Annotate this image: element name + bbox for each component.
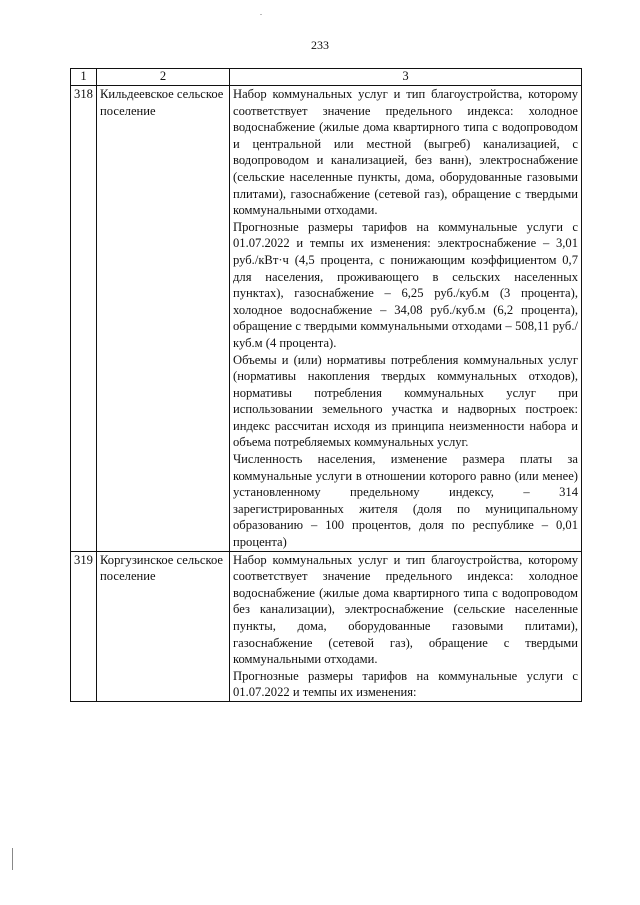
table-row xyxy=(71,86,582,552)
paragraph-tariffs: Прогнозные размеры тарифов на коммунальные услуги с 01.07.2022 и темпы их изменения: электроснабжение – 3,01 руб./кВт·ч (4,5 процента, с понижающим коэффициентом 0,7 для населения, проживающего в сельских населенных пунктах), газоснабжение – 6,25 руб./куб.м (3 процента), холодное водоснабжение – 34,08 руб./куб.м (6,2 процента), обращение с твердыми коммунальными отходами – 508,11 руб./куб.м (4 процента). xyxy=(233,219,578,350)
municipality-name: Коргузинское сельское поселение xyxy=(97,551,230,701)
scan-mark xyxy=(260,14,262,15)
paragraph-services: Набор коммунальных услуг и тип благоустройства, которому соответствует значение предельного индекса: холодное водоснабжение (жилые дома квартирного типа с водопроводом без канализации), электроснабжение (сельские населенные пункты, дома, оборудованные газовыми плитами), газоснабжение (сетевой газ), обращение с твердыми коммунальными отходами. xyxy=(233,552,578,667)
page-number: 233 xyxy=(311,38,329,52)
header-col-1: 1 xyxy=(71,69,97,86)
row-description xyxy=(230,551,582,701)
paragraph-volumes: Объемы и (или) нормативы потребления коммунальных услуг (нормативы накопления твердых коммунальных отходов), нормативы потребления коммунальных услуг при использовании земельного участка и надворных построек: индекс рассчитан исходя из принципа неизменности набора и объема потребляемых коммунальных услуг. xyxy=(233,352,578,450)
header-col-3: 3 xyxy=(230,69,582,86)
tariff-table xyxy=(70,68,582,702)
margin-mark xyxy=(12,848,13,870)
paragraph-tariffs: Прогнозные размеры тарифов на коммунальные услуги с 01.07.2022 и темпы их изменения: xyxy=(233,668,578,700)
paragraph-population: Численность населения, изменение размера платы за коммунальные услуги в отношении которого равно (или менее) установленному предельному индексу, – 314 зарегистрированных жителя (доля по муниципальному образованию – 100 процентов, доля по республике – 0,01 процента) xyxy=(233,452,578,550)
table-row xyxy=(71,551,582,701)
row-number: 318 xyxy=(71,86,97,552)
municipality-name: Кильдеевское сельское поселение xyxy=(97,86,230,552)
table-header-row xyxy=(71,69,582,86)
paragraph-services: Набор коммунальных услуг и тип благоустройства, которому соответствует значение предельного индекса: холодное водоснабжение (жилые дома квартирного типа с водопроводом и центральной или местной (выгреб) канализацией, с водопроводом и канализацией, без ванн), электроснабжение (сельские населенные пункты, дома, оборудованные газовыми плитами), газоснабжение (сетевой газ), обращение с твердыми коммунальными отходами. xyxy=(233,87,578,218)
row-description xyxy=(230,86,582,552)
row-number: 319 xyxy=(71,551,97,701)
header-col-2: 2 xyxy=(97,69,230,86)
